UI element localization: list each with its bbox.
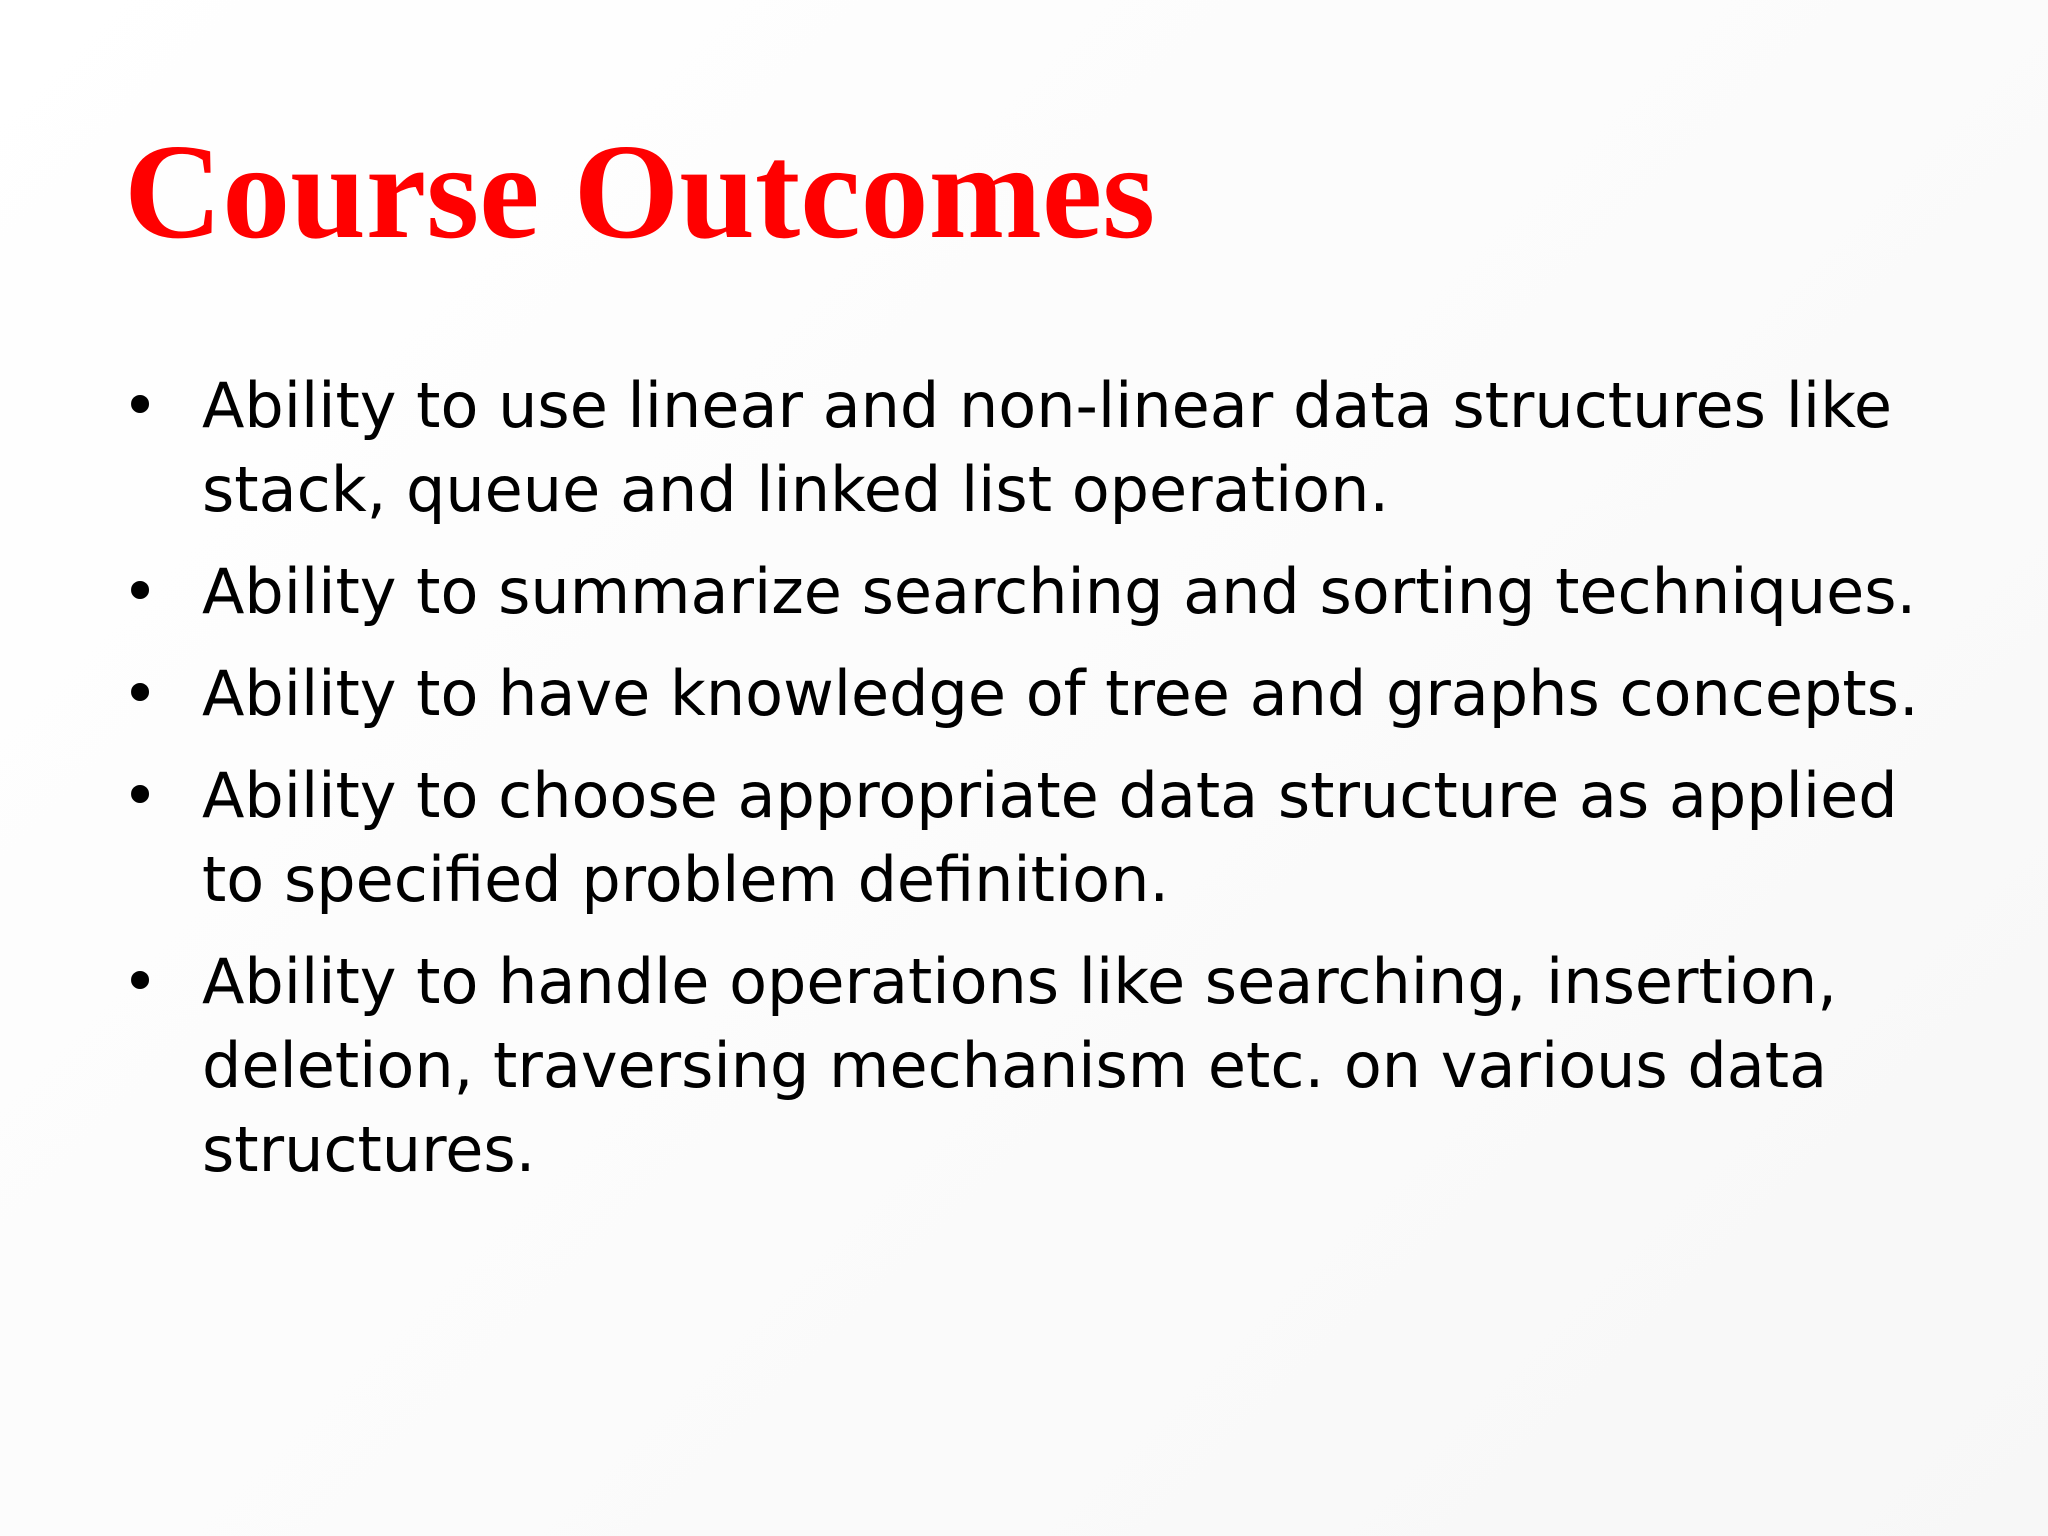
bullet-icon: • [121, 945, 159, 1018]
outcome-text: Ability to handle operations like searching, insertion, deletion, traversing mechanism etc. on various data structures. [202, 945, 1837, 1186]
bullet-icon: • [121, 759, 159, 832]
bullet-icon: • [121, 369, 159, 442]
outcome-item-4 [120, 754, 1940, 922]
outcome-text: Ability to summarize searching and sorting techniques. [202, 555, 1917, 628]
outcome-item-3 [120, 652, 1940, 736]
slide-title: Course Outcomes [124, 117, 1156, 267]
outcome-text: Ability to choose appropriate data structure as applied to specified problem definition. [202, 759, 1898, 916]
bullet-icon: • [121, 657, 159, 730]
bullet-icon: • [121, 555, 159, 628]
outcomes-list [120, 364, 1940, 1210]
outcome-text: Ability to have knowledge of tree and graphs concepts. [202, 657, 1919, 730]
outcome-item-1 [120, 364, 1940, 532]
outcome-text: Ability to use linear and non-linear data structures like stack, queue and linked list operation. [202, 369, 1892, 526]
outcome-item-2 [120, 550, 1940, 634]
outcome-item-5 [120, 940, 1940, 1192]
